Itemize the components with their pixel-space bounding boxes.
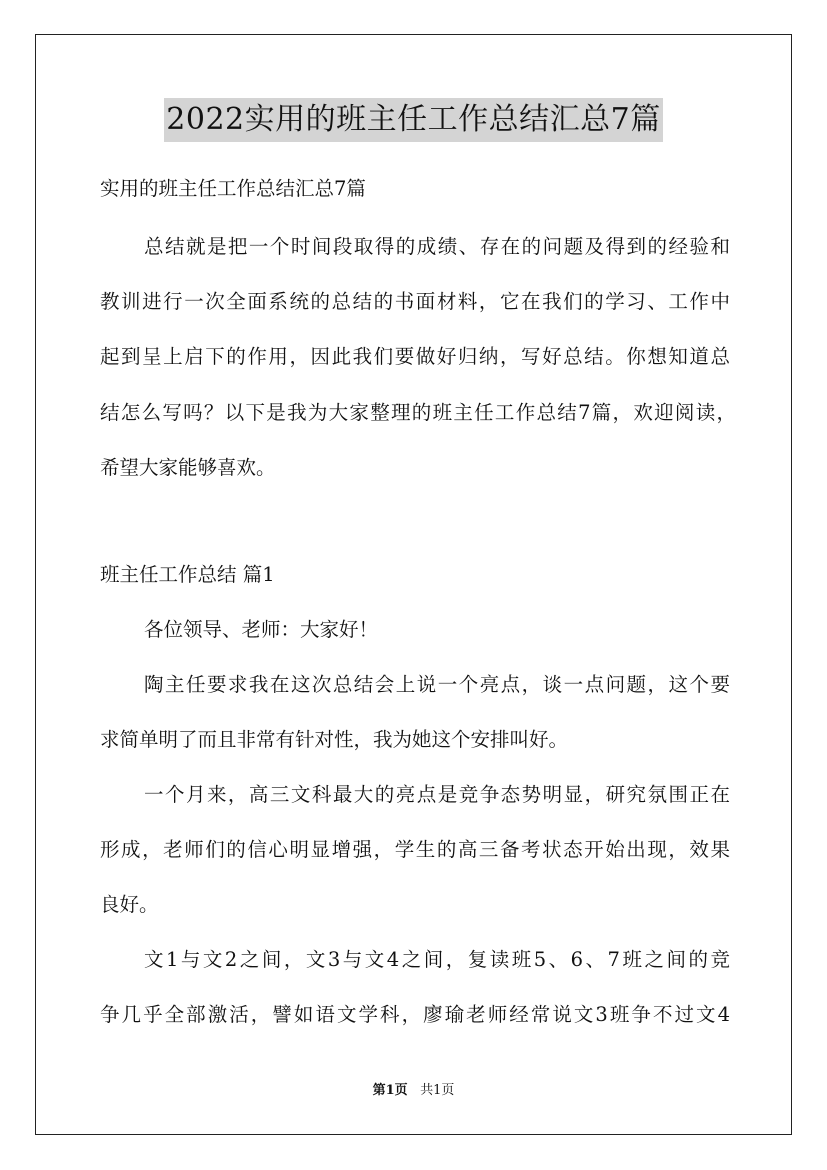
intro-line: 希望大家能够喜欢。 <box>100 456 276 479</box>
intro-line: 教训进行一次全面系统的总结的书面材料，它在我们的学习、工作中 <box>100 290 730 313</box>
paragraph-line: 一个月来，高三文科最大的亮点是竞争态势明显，研究氛围正在 <box>144 783 730 806</box>
document-title: 2022实用的班主任工作总结汇总7篇 <box>164 98 662 142</box>
section-heading: 班主任工作总结 篇1 <box>100 563 275 586</box>
page-number: 第1页 <box>372 1083 408 1098</box>
paragraph-line: 求简单明了而且非常有针对性，我为她这个安排叫好。 <box>100 728 569 751</box>
page-footer <box>0 1081 827 1101</box>
paragraph-line: 陶主任要求我在这次总结会上说一个亮点，谈一点问题，这个要 <box>144 673 730 696</box>
paragraph-line: 形成，老师们的信心明显增强，学生的高三备考状态开始出现，效果 <box>100 838 730 861</box>
greeting: 各位领导、老师：大家好！ <box>144 618 379 641</box>
paragraph-line: 文1与文2之间，文3与文4之间，复读班5、6、7班之间的竞 <box>144 948 730 971</box>
document-subtitle: 实用的班主任工作总结汇总7篇 <box>100 177 366 200</box>
intro-line: 结怎么写吗？以下是我为大家整理的班主任工作总结7篇，欢迎阅读， <box>100 401 736 424</box>
title-wrapper <box>0 98 827 142</box>
intro-line: 总结就是把一个时间段取得的成绩、存在的问题及得到的经验和 <box>144 235 730 258</box>
page-total: 共1页 <box>420 1083 455 1098</box>
intro-line: 起到呈上启下的作用，因此我们要做好归纳，写好总结。你想知道总 <box>100 345 730 368</box>
paragraph-line: 争几乎全部激活，譬如语文学科，廖瑜老师经常说文3班争不过文4 <box>100 1003 730 1026</box>
paragraph-line: 良好。 <box>100 893 159 916</box>
